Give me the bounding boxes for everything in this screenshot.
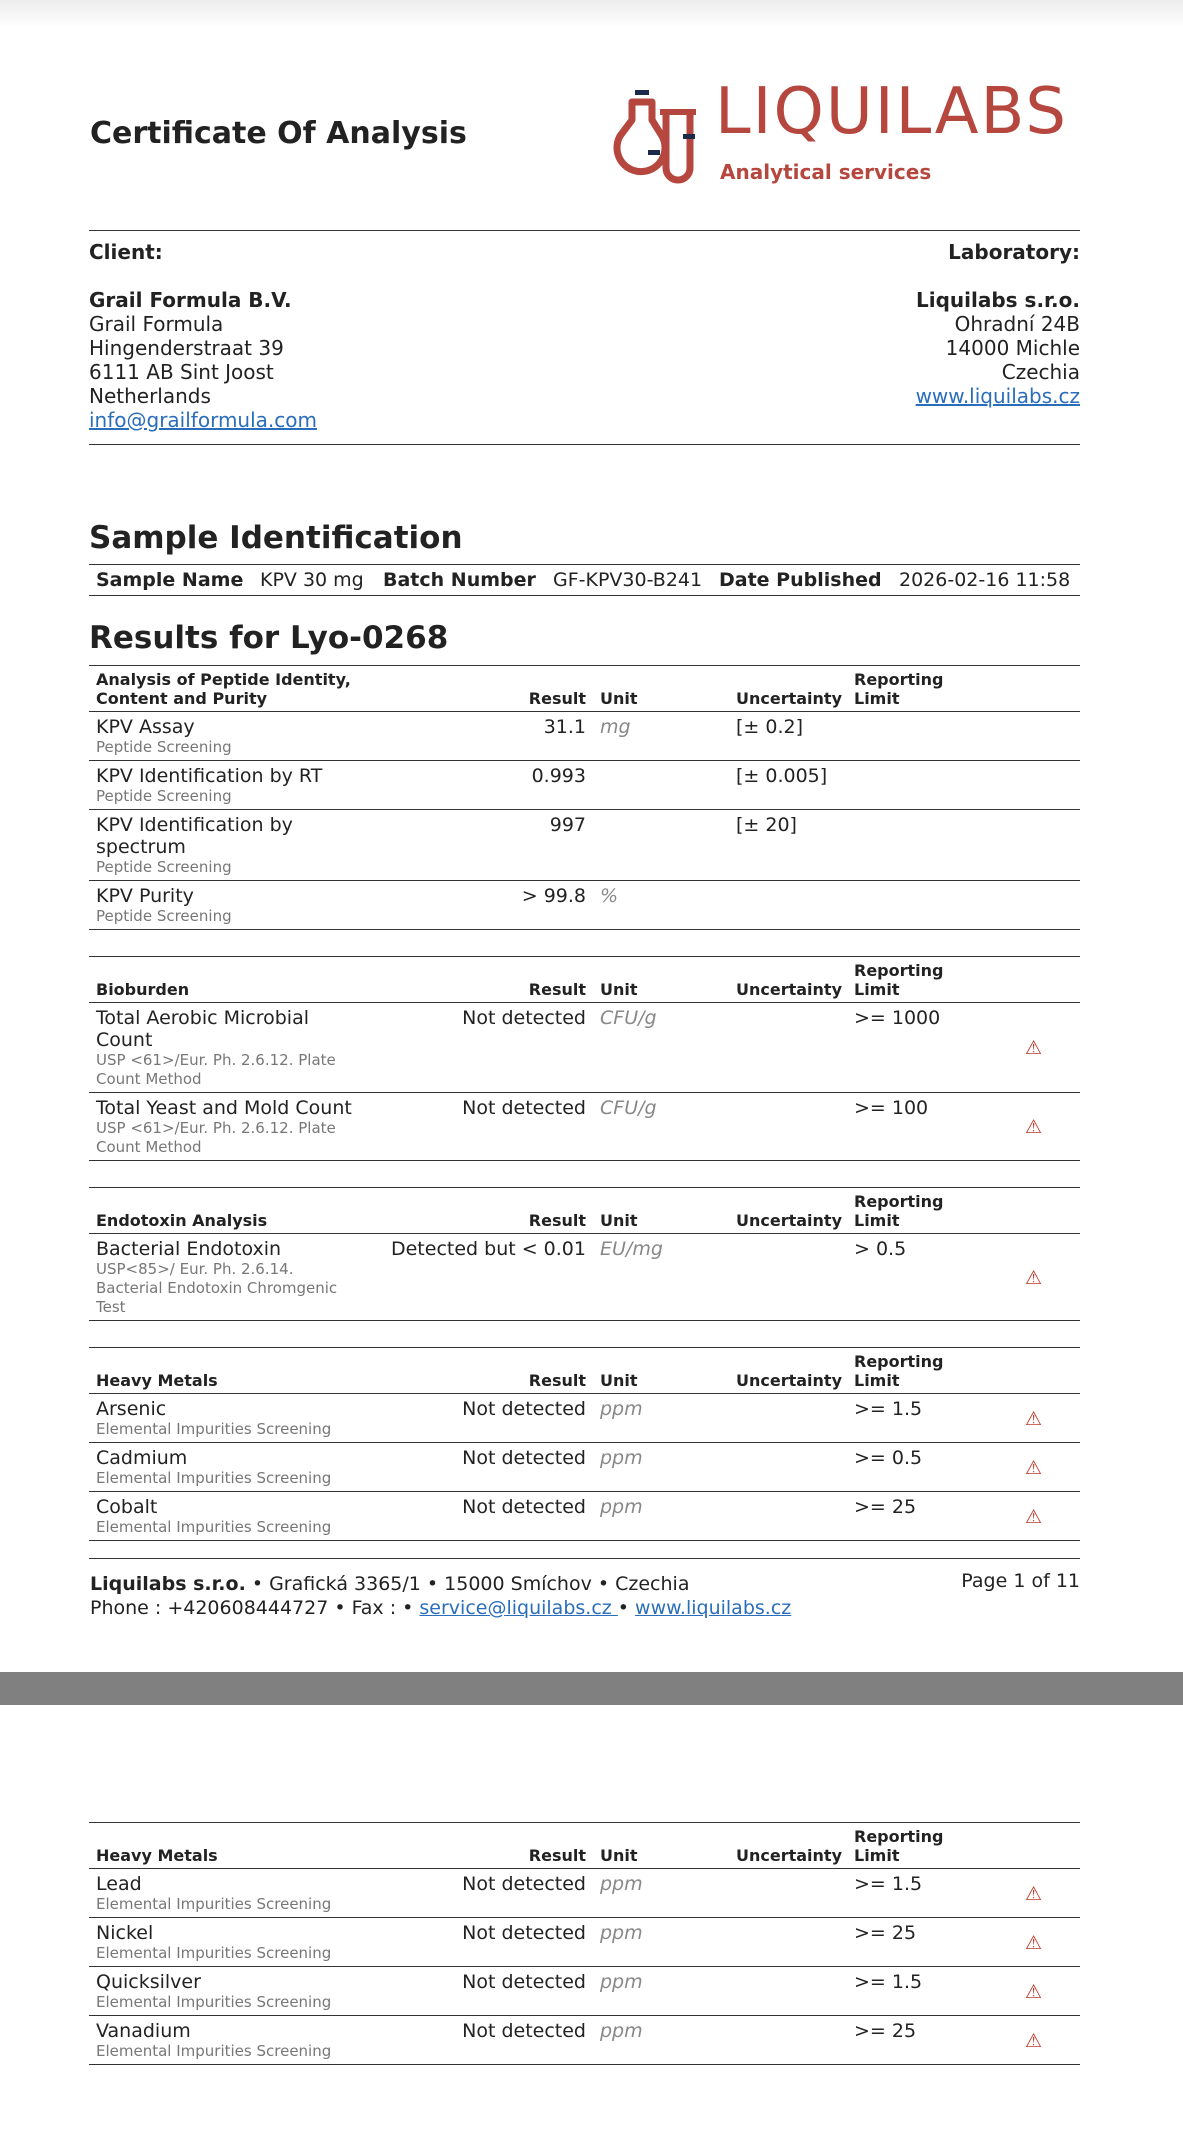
- warning-icon: ⚠: [1024, 2029, 1043, 2052]
- reporting-limit-column-header: Reporting Limit: [854, 1192, 944, 1230]
- result-value: Not detected: [462, 1496, 586, 1518]
- unit-value: ppm: [600, 1873, 643, 1895]
- reporting-limit-value: >= 25: [854, 1496, 917, 1518]
- section-title: Heavy Metals: [96, 1846, 218, 1865]
- analyte-name: Bacterial Endotoxin: [96, 1238, 282, 1260]
- analyte-cell: [89, 1869, 359, 1918]
- footer-address: • Grafická 3365/1 • 15000 Smíchov • Czechia: [245, 1573, 690, 1595]
- status-column-header: [987, 1823, 1080, 1869]
- result-value: Not detected: [462, 2020, 586, 2042]
- analyte-cell: [89, 2016, 359, 2065]
- laboratory-website-link[interactable]: www.liquilabs.cz: [915, 384, 1080, 408]
- analyte-name: KPV Identification by RT: [96, 765, 323, 787]
- status-cell: [987, 761, 1080, 810]
- batch-number-value: GF-KPV30-B241: [553, 569, 703, 591]
- table-row: [89, 712, 1080, 761]
- result-value: Not detected: [462, 1007, 586, 1029]
- analyte-name: Total Yeast and Mold Count: [96, 1097, 352, 1119]
- client-name: Grail Formula B.V.: [89, 288, 292, 312]
- uncertainty-value: [729, 1869, 847, 1918]
- analyte-cell: [89, 1918, 359, 1967]
- date-published-label: Date Published: [719, 569, 882, 591]
- uncertainty-value: [729, 1234, 847, 1321]
- uncertainty-value: [729, 1003, 847, 1093]
- uncertainty-value: [729, 1394, 847, 1443]
- flask-icon: [610, 90, 705, 190]
- table-row: [89, 1967, 1080, 2016]
- analyte-cell: [89, 1967, 359, 2016]
- table-row: [89, 1869, 1080, 1918]
- section-title: Analysis of Peptide Identity, Content and Purity: [96, 670, 351, 708]
- uncertainty-column-header: Uncertainty: [736, 689, 843, 708]
- unit-value: CFU/g: [600, 1007, 657, 1029]
- footer-divider: [89, 1558, 1080, 1559]
- unit-value: ppm: [600, 1398, 643, 1420]
- warning-icon: ⚠: [1024, 1037, 1043, 1059]
- analyte-name: Arsenic: [96, 1398, 167, 1420]
- sample-name-value: KPV 30 mg: [260, 569, 364, 591]
- analyte-method: Elemental Impurities Screening: [96, 1993, 332, 2011]
- analyte-cell: [89, 1443, 359, 1492]
- unit-value: ppm: [600, 1496, 643, 1518]
- unit-value: [593, 810, 729, 881]
- analyte-cell: [89, 881, 359, 930]
- status-column-header: [987, 1188, 1080, 1234]
- table-row: [89, 1234, 1080, 1321]
- result-value: Detected but < 0.01: [390, 1238, 586, 1260]
- analyte-method: Elemental Impurities Screening: [96, 1944, 332, 1962]
- client-label: Client:: [89, 240, 163, 264]
- status-column-header: [987, 666, 1080, 712]
- reporting-limit-value: [847, 810, 987, 881]
- laboratory-line: Czechia: [1001, 360, 1080, 384]
- analyte-method: USP<85>/ Eur. Ph. 2.6.14. Bacterial Endotoxin Chromgenic Test: [96, 1260, 338, 1316]
- results-table-heavy-metals: [89, 1347, 1080, 1541]
- unit-column-header: Unit: [600, 1846, 638, 1865]
- results-table-bioburden: [89, 956, 1080, 1161]
- section-title: Endotoxin Analysis: [96, 1211, 268, 1230]
- table-row: [89, 1394, 1080, 1443]
- laboratory-label: Laboratory:: [948, 240, 1080, 264]
- result-column-header: Result: [528, 689, 586, 708]
- warning-icon: ⚠: [1024, 1980, 1043, 2003]
- table-header-row: [89, 1348, 1080, 1394]
- analyte-method: USP <61>/Eur. Ph. 2.6.12. Plate Count Method: [96, 1051, 336, 1088]
- uncertainty-value: [729, 1918, 847, 1967]
- analyte-cell: [89, 1093, 359, 1161]
- liquilabs-logo: [610, 75, 1080, 196]
- client-line: Netherlands: [89, 384, 211, 408]
- status-cell: [987, 881, 1080, 930]
- unit-value: ppm: [600, 2020, 643, 2042]
- table-row: [89, 1918, 1080, 1967]
- uncertainty-value: [729, 1443, 847, 1492]
- status-column-header: [987, 957, 1080, 1003]
- analyte-cell: [89, 1003, 359, 1093]
- table-row: [89, 1443, 1080, 1492]
- laboratory-name: Liquilabs s.r.o.: [916, 288, 1080, 312]
- result-value: Not detected: [462, 1971, 586, 1993]
- analyte-name: KPV Purity: [96, 885, 194, 907]
- analyte-method: Elemental Impurities Screening: [96, 1469, 332, 1487]
- warning-icon: ⚠: [1024, 1116, 1043, 1138]
- table-row: [89, 2016, 1080, 2065]
- table-row: [89, 810, 1080, 881]
- table-header-row: [89, 1823, 1080, 1869]
- uncertainty-value: [729, 1492, 847, 1541]
- result-column-header: Result: [528, 1211, 586, 1230]
- footer-company-info: [90, 1572, 791, 1620]
- reporting-limit-value: >= 1.5: [854, 1971, 923, 1993]
- page-title: Certificate Of Analysis: [90, 116, 467, 151]
- client-block: [89, 240, 539, 432]
- client-line: Hingenderstraat 39: [89, 336, 284, 360]
- uncertainty-value: [± 20]: [736, 814, 797, 836]
- reporting-limit-column-header: Reporting Limit: [854, 1827, 944, 1865]
- unit-value: EU/mg: [600, 1238, 663, 1260]
- analyte-name: KPV Assay: [96, 716, 195, 738]
- sample-name-label: Sample Name: [96, 569, 244, 591]
- footer-website-link[interactable]: www.liquilabs.cz: [635, 1597, 792, 1619]
- section-title: Heavy Metals: [96, 1371, 218, 1390]
- result-value: Not detected: [462, 1873, 586, 1895]
- warning-icon: ⚠: [1024, 1505, 1043, 1528]
- analyte-name: Vanadium: [96, 2020, 191, 2042]
- reporting-limit-column-header: Reporting Limit: [854, 670, 944, 708]
- uncertainty-value: [± 0.005]: [736, 765, 828, 787]
- footer-contact: Phone : +420608444727 • Fax : •: [90, 1597, 420, 1619]
- reporting-limit-value: >= 25: [854, 1922, 917, 1944]
- status-cell: [987, 810, 1080, 881]
- unit-value: ppm: [600, 1447, 643, 1469]
- table-header-row: [89, 666, 1080, 712]
- unit-value: mg: [600, 716, 631, 738]
- unit-column-header: Unit: [600, 980, 638, 999]
- uncertainty-value: [729, 1093, 847, 1161]
- analyte-name: Quicksilver: [96, 1971, 201, 1993]
- analyte-cell: [89, 712, 359, 761]
- reporting-limit-column-header: Reporting Limit: [854, 961, 944, 999]
- footer-company: Liquilabs s.r.o.: [90, 1573, 246, 1595]
- table-row: [89, 1093, 1080, 1161]
- analyte-name: Lead: [96, 1873, 142, 1895]
- logo-wordmark: LIQUILABS: [715, 75, 1068, 149]
- warning-icon: ⚠: [1024, 1407, 1043, 1430]
- analyte-name: Total Aerobic Microbial Count: [96, 1007, 310, 1051]
- analyte-cell: [89, 1234, 359, 1321]
- uncertainty-column-header: Uncertainty: [736, 1211, 843, 1230]
- client-email-link[interactable]: info@grailformula.com: [89, 408, 317, 432]
- unit-column-header: Unit: [600, 1371, 638, 1390]
- laboratory-block: [630, 240, 1080, 408]
- page-2: [0, 1705, 1183, 2136]
- analyte-method: Elemental Impurities Screening: [96, 1518, 332, 1536]
- uncertainty-value: [729, 881, 847, 930]
- analyte-name: Cobalt: [96, 1496, 158, 1518]
- uncertainty-column-header: Uncertainty: [736, 1371, 843, 1390]
- result-value: Not detected: [462, 1447, 586, 1469]
- warning-icon: ⚠: [1024, 1456, 1043, 1479]
- unit-value: ppm: [600, 1971, 643, 1993]
- reporting-limit-value: >= 25: [854, 2020, 917, 2042]
- result-column-header: Result: [528, 1846, 586, 1865]
- result-column-header: Result: [528, 980, 586, 999]
- reporting-limit-value: >= 1.5: [854, 1398, 923, 1420]
- logo-tagline: Analytical services: [720, 160, 932, 184]
- uncertainty-column-header: Uncertainty: [736, 1846, 843, 1865]
- footer-email-link[interactable]: service@liquilabs.cz: [419, 1597, 618, 1619]
- analyte-method: Peptide Screening: [96, 907, 232, 925]
- unit-value: [593, 761, 729, 810]
- analyte-method: Elemental Impurities Screening: [96, 1895, 332, 1913]
- results-table-peptide: [89, 665, 1080, 930]
- status-column-header: [987, 1348, 1080, 1394]
- reporting-limit-value: [847, 712, 987, 761]
- analyte-cell: [89, 810, 359, 881]
- unit-value: ppm: [600, 1922, 643, 1944]
- laboratory-line: Ohradní 24B: [954, 312, 1080, 336]
- warning-icon: ⚠: [1024, 1931, 1043, 1954]
- client-line: 6111 AB Sint Joost: [89, 360, 274, 384]
- uncertainty-column-header: Uncertainty: [736, 980, 843, 999]
- uncertainty-value: [± 0.2]: [736, 716, 804, 738]
- table-header-row: [89, 1188, 1080, 1234]
- reporting-limit-value: >= 1000: [854, 1007, 941, 1029]
- reporting-limit-column-header: Reporting Limit: [854, 1352, 944, 1390]
- results-table-heavy-metals-continued: [89, 1822, 1080, 2065]
- result-value: Not detected: [462, 1922, 586, 1944]
- reporting-limit-value: > 0.5: [854, 1238, 907, 1260]
- reporting-limit-value: >= 0.5: [854, 1447, 923, 1469]
- table-row: [89, 881, 1080, 930]
- analyte-name: Nickel: [96, 1922, 154, 1944]
- divider: [89, 444, 1080, 445]
- divider: [89, 230, 1080, 231]
- result-value: 997: [549, 814, 586, 836]
- page-separator: [0, 1672, 1183, 1705]
- analyte-cell: [89, 1492, 359, 1541]
- analyte-method: Peptide Screening: [96, 787, 232, 805]
- client-line: Grail Formula: [89, 312, 224, 336]
- sample-heading: Sample Identification: [89, 520, 463, 556]
- analyte-cell: [89, 761, 359, 810]
- reporting-limit-value: [847, 761, 987, 810]
- reporting-limit-value: >= 100: [854, 1097, 929, 1119]
- section-title: Bioburden: [96, 980, 190, 999]
- unit-column-header: Unit: [600, 1211, 638, 1230]
- result-value: Not detected: [462, 1398, 586, 1420]
- unit-value: %: [600, 885, 619, 907]
- result-value: Not detected: [462, 1097, 586, 1119]
- analyte-method: Peptide Screening: [96, 738, 232, 756]
- table-row: [89, 1492, 1080, 1541]
- table-row: [89, 1003, 1080, 1093]
- table-header-row: [89, 957, 1080, 1003]
- sample-identification-table: [89, 564, 1080, 596]
- analyte-cell: [89, 1394, 359, 1443]
- laboratory-line: 14000 Michle: [945, 336, 1080, 360]
- result-value: 31.1: [543, 716, 586, 738]
- results-heading: Results for Lyo-0268: [89, 620, 449, 656]
- analyte-method: USP <61>/Eur. Ph. 2.6.12. Plate Count Method: [96, 1119, 336, 1156]
- warning-icon: ⚠: [1024, 1882, 1043, 1905]
- unit-column-header: Unit: [600, 689, 638, 708]
- analyte-method: Elemental Impurities Screening: [96, 2042, 332, 2060]
- result-value: 0.993: [531, 765, 586, 787]
- date-published-value: 2026-02-16 11:58: [899, 569, 1071, 591]
- footer-separator: •: [617, 1597, 636, 1619]
- analyte-name: Cadmium: [96, 1447, 188, 1469]
- batch-number-label: Batch Number: [383, 569, 536, 591]
- warning-icon: ⚠: [1024, 1266, 1043, 1289]
- uncertainty-value: [729, 2016, 847, 2065]
- status-cell: [987, 712, 1080, 761]
- uncertainty-value: [729, 1967, 847, 2016]
- table-row: [89, 761, 1080, 810]
- reporting-limit-value: >= 1.5: [854, 1873, 923, 1895]
- page-top-shade: [0, 0, 1183, 28]
- analyte-method: Elemental Impurities Screening: [96, 1420, 332, 1438]
- results-table-endotoxin: [89, 1187, 1080, 1321]
- analyte-method: Peptide Screening: [96, 858, 232, 876]
- analyte-name: KPV Identification by spectrum: [96, 814, 293, 858]
- reporting-limit-value: [847, 881, 987, 930]
- page-number: Page 1 of 11: [961, 1570, 1080, 1592]
- result-column-header: Result: [528, 1371, 586, 1390]
- result-value: > 99.8: [521, 885, 586, 907]
- unit-value: CFU/g: [600, 1097, 657, 1119]
